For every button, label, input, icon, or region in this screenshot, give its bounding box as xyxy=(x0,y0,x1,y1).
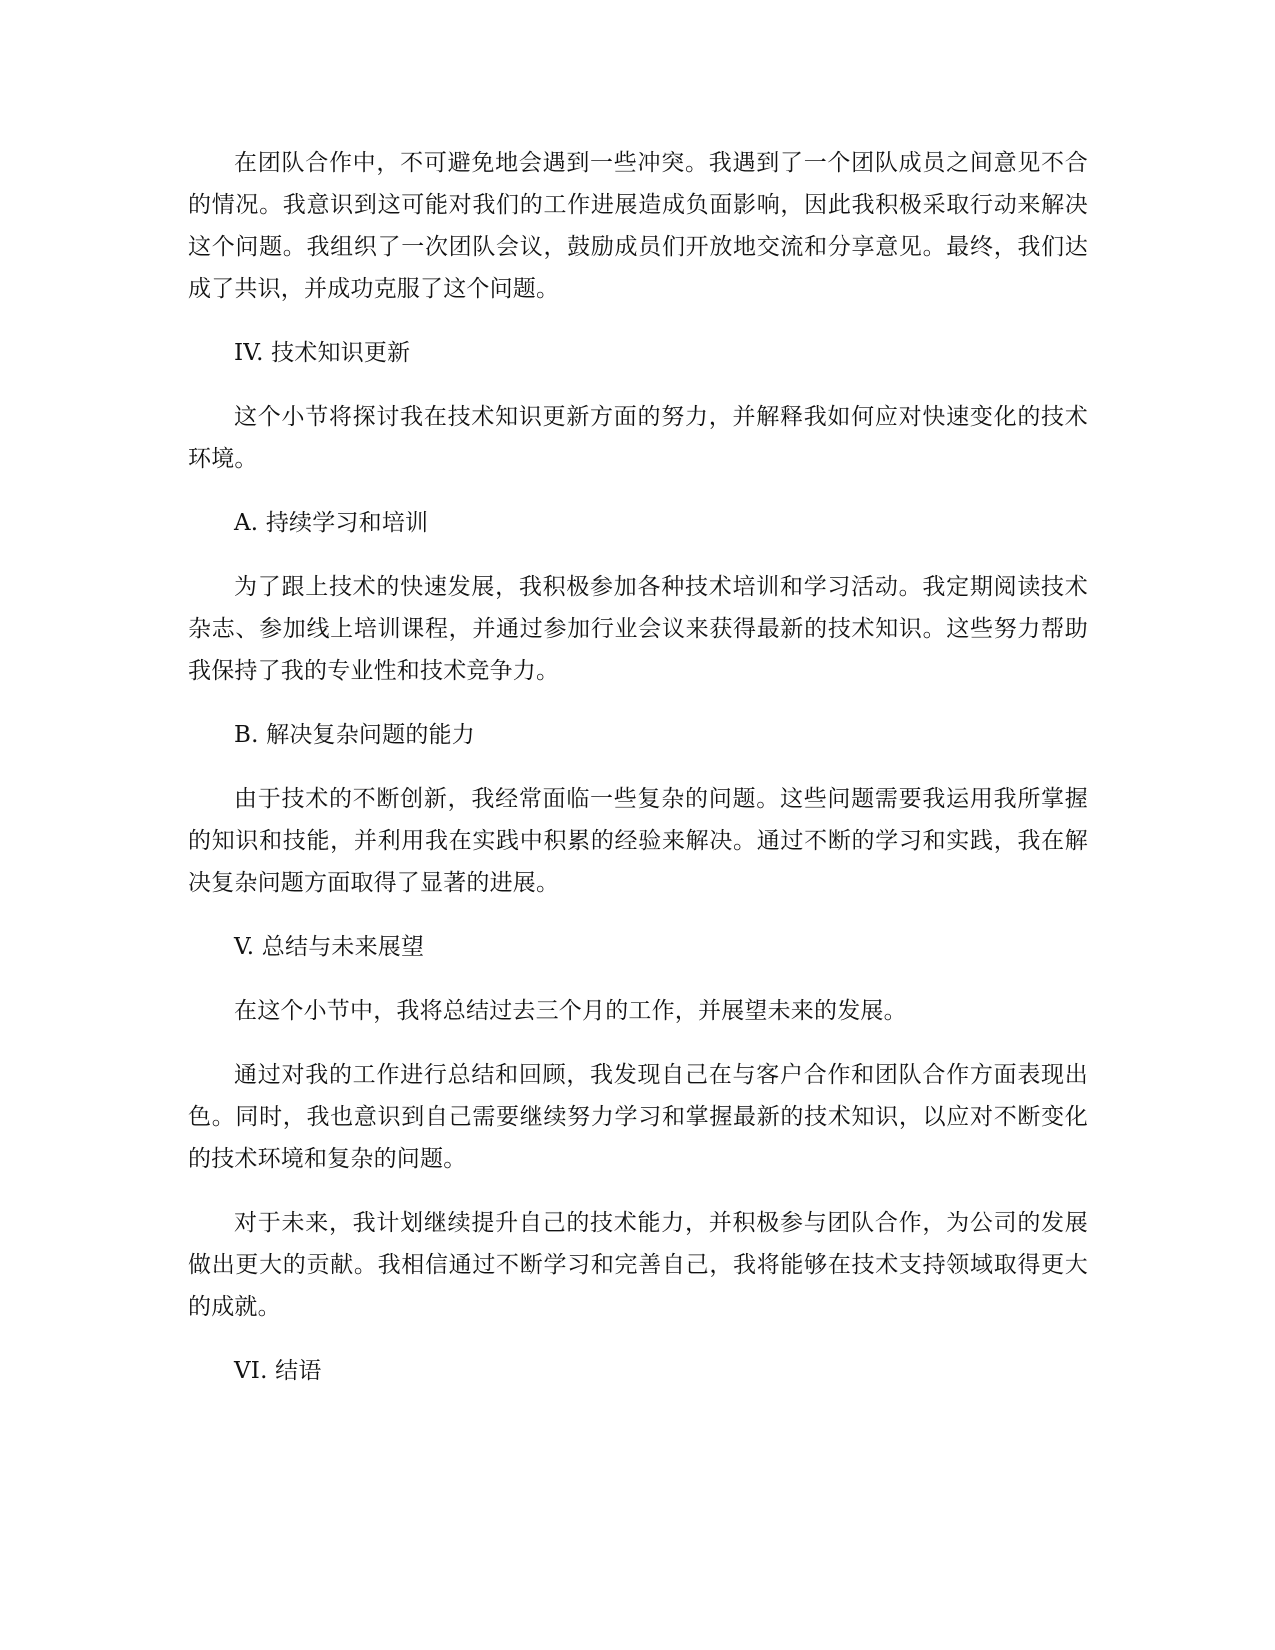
paragraph-future-plan: 对于未来，我计划继续提升自己的技术能力，并积极参与团队合作，为公司的发展做出更大的贡献。我相信通过不断学习和完善自己，我将能够在技术支持领域取得更大的成就。 xyxy=(188,1210,1088,1320)
heading-tech-knowledge-update: IV. 技术知识更新 xyxy=(234,340,411,366)
paragraph-summary-review: 通过对我的工作进行总结和回顾，我发现自己在与客户合作和团队合作方面表现出色。同时，我也意识到自己需要继续努力学习和掌握最新的技术知识，以应对不断变化的技术环境和复杂的问题。 xyxy=(188,1062,1088,1172)
paragraph-team-conflict: 在团队合作中，不可避免地会遇到一些冲突。我遇到了一个团队成员之间意见不合的情况。我意识到这可能对我们的工作进展造成负面影响，因此我积极采取行动来解决这个问题。我组织了一次团队会议，鼓励成员们开放地交流和分享意见。最终，我们达成了共识，并成功克服了这个问题。 xyxy=(188,150,1088,302)
heading-conclusion: VI. 结语 xyxy=(234,1358,322,1384)
paragraph-summary-intro: 在这个小节中，我将总结过去三个月的工作，并展望未来的发展。 xyxy=(234,998,907,1024)
paragraph-tech-intro: 这个小节将探讨我在技术知识更新方面的努力，并解释我如何应对快速变化的技术环境。 xyxy=(188,404,1088,472)
heading-summary-outlook: V. 总结与未来展望 xyxy=(234,934,425,960)
document-body xyxy=(188,142,1088,1414)
paragraph-continuous-learning: 为了跟上技术的快速发展，我积极参加各种技术培训和学习活动。我定期阅读技术杂志、参加线上培训课程，并通过参加行业会议来获得最新的技术知识。这些努力帮助我保持了我的专业性和技术竞争力。 xyxy=(188,574,1088,684)
heading-complex-problems: B. 解决复杂问题的能力 xyxy=(234,722,475,748)
paragraph-complex-problems: 由于技术的不断创新，我经常面临一些复杂的问题。这些问题需要我运用我所掌握的知识和技能，并利用我在实践中积累的经验来解决。通过不断的学习和实践，我在解决复杂问题方面取得了显著的进展。 xyxy=(188,786,1088,896)
heading-continuous-learning: A. 持续学习和培训 xyxy=(234,510,429,536)
